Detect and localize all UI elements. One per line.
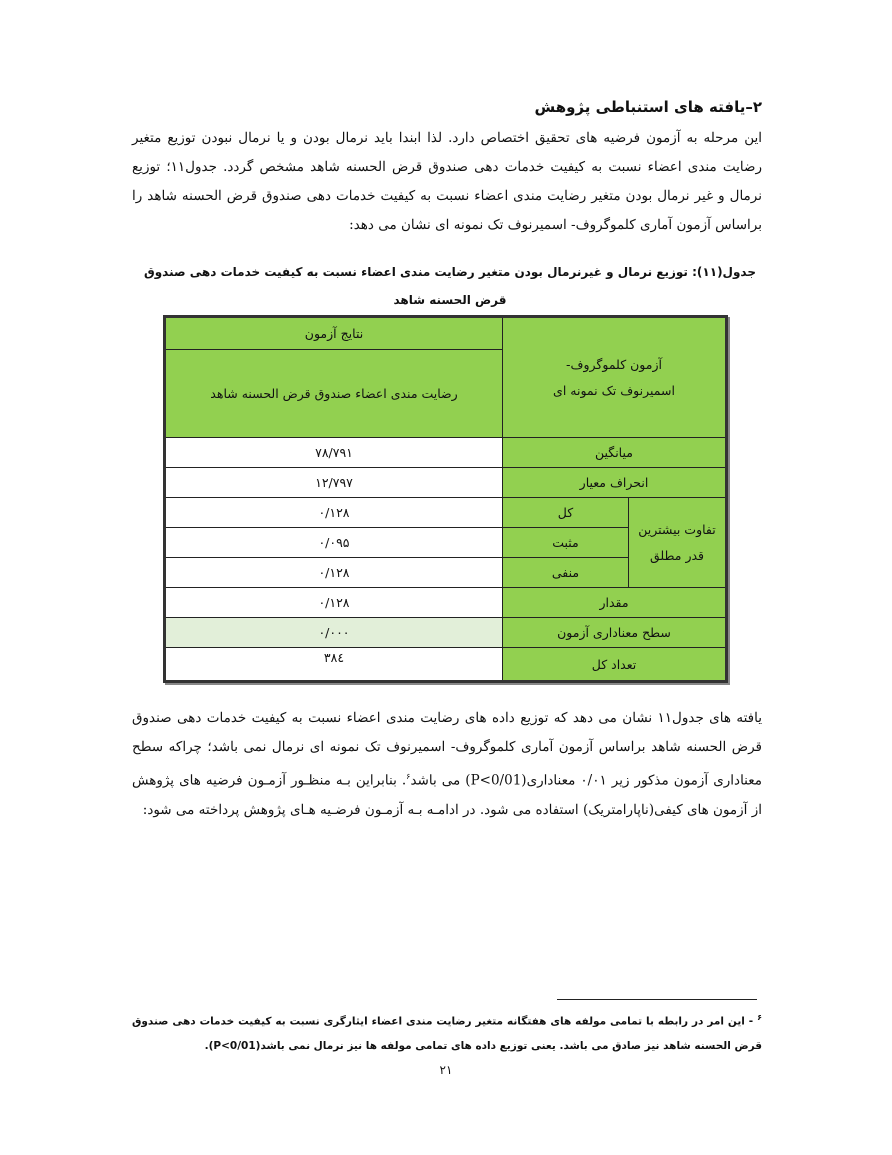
row-value-positive: ۰/۰۹۵ bbox=[165, 528, 503, 558]
row-value-mean: ۷۸/۷۹۱ bbox=[165, 438, 503, 468]
row-label-negative: منفی bbox=[503, 558, 629, 588]
table-row bbox=[165, 588, 727, 618]
row-label-positive: مثبت bbox=[503, 528, 629, 558]
table-row bbox=[165, 618, 727, 648]
footnote-marker: ۶ bbox=[757, 1013, 762, 1022]
table-row bbox=[165, 438, 727, 468]
row-value-negative: ۰/۱۲۸ bbox=[165, 558, 503, 588]
row-value-significance: ۰/۰۰۰ bbox=[165, 618, 503, 648]
section-heading: ۲–یافته های استنباطی پژوهش bbox=[534, 98, 762, 116]
results-paragraph bbox=[132, 704, 762, 825]
header-test-name: آزمون کلموگروف- اسمیرنوف تک نمونه ای bbox=[503, 317, 727, 438]
row-value-count: ۳۸٤ bbox=[165, 648, 503, 682]
table-row bbox=[165, 498, 727, 528]
table-row bbox=[165, 648, 727, 682]
page-number: ۲۱ bbox=[439, 1063, 453, 1077]
row-label-count: تعداد کل bbox=[503, 648, 727, 682]
table-caption: جدول(۱۱): توزیع نرمال و غیرنرمال بودن متغیر رضایت مندی اعضاء نسبت به کیفیت خدمات دهی صندوق قرض الحسنه شاهد bbox=[143, 265, 756, 307]
intro-paragraph: این مرحله به آزمون فرضیه های تحقیق اختصاص دارد. لذا ابندا باید نرمال بودن و یا نرمال نبودن توزیع متغیر رضایت مندی اعضاء نسبت به کیفیت خدمات دهی صندوق قرض الحسنه شاهد مشخص گردد. جدول۱۱؛ توزیع نرمال و غیر نرمال بودن متغیر رضایت مندی اعضاء نسبت به کیفیت خدمات دهی صندوق قرض الحسنه شاهد را براساس آزمون آماری کلموگروف- اسمیرنوف تک نمونه ای نشان می دهد: bbox=[132, 130, 763, 233]
footnote-separator bbox=[557, 999, 757, 1000]
footnote bbox=[132, 1006, 762, 1058]
table-row bbox=[165, 468, 727, 498]
row-label-total: کل bbox=[503, 498, 629, 528]
header-results: نتایج آزمون bbox=[165, 317, 503, 350]
row-label-significance: سطح معناداری آزمون bbox=[503, 618, 727, 648]
row-label-std-dev: انحراف معیار bbox=[503, 468, 727, 498]
row-value-total: ۰/۱۲۸ bbox=[165, 498, 503, 528]
row-label-statistic: مقدار bbox=[503, 588, 727, 618]
header-variable: رضایت مندی اعضاء صندوق قرض الحسنه شاهد bbox=[165, 350, 503, 438]
row-value-statistic: ۰/۱۲۸ bbox=[165, 588, 503, 618]
footnote-reference[interactable]: ۶ bbox=[406, 772, 411, 781]
results-text-part2: . بنابراین بـه منظـور آزمـون فرضیه های پژوهش از آزمون های کیفی(ناپارامتریک) استفاده می شود. در ادامـه بـه آزمـون فرضـیه هـای پژوهش پرداخته می شود: bbox=[132, 772, 762, 818]
footnote-text: - این امر در رابطه با تمامی مولفه های هفتگانه متغیر رضایت مندی اعضاء ایثارگری نسبت به کیفیت خدمات دهی صندوق قرض الحسنه شاهد نیز صادق می باشد. یعنی توزیع داده های تمامی مولفه ها نیز نرمال نمی باشد(P<0/01). bbox=[132, 1015, 762, 1052]
row-label-mean: میانگین bbox=[503, 438, 727, 468]
row-value-std-dev: ۱۲/۷۹۷ bbox=[165, 468, 503, 498]
results-text-part1: یافته های جدول۱۱ نشان می دهد که توزیع داده های رضایت مندی اعضاء نسبت به کیفیت خدمات دهی صندوق قرض الحسنه شاهد براساس آزمون آماری کلموگروف- اسمیرنوف تک نمونه ای نرمال نمی باشد؛ چراکه سطح معناداری آزمون مذکور زیر ۰/۰۱ معناداری(P<0/01) می باشد bbox=[132, 710, 762, 789]
ks-test-table bbox=[163, 315, 728, 683]
row-label-max-abs-diff: تفاوت بیشترین قدر مطلق bbox=[629, 498, 727, 588]
